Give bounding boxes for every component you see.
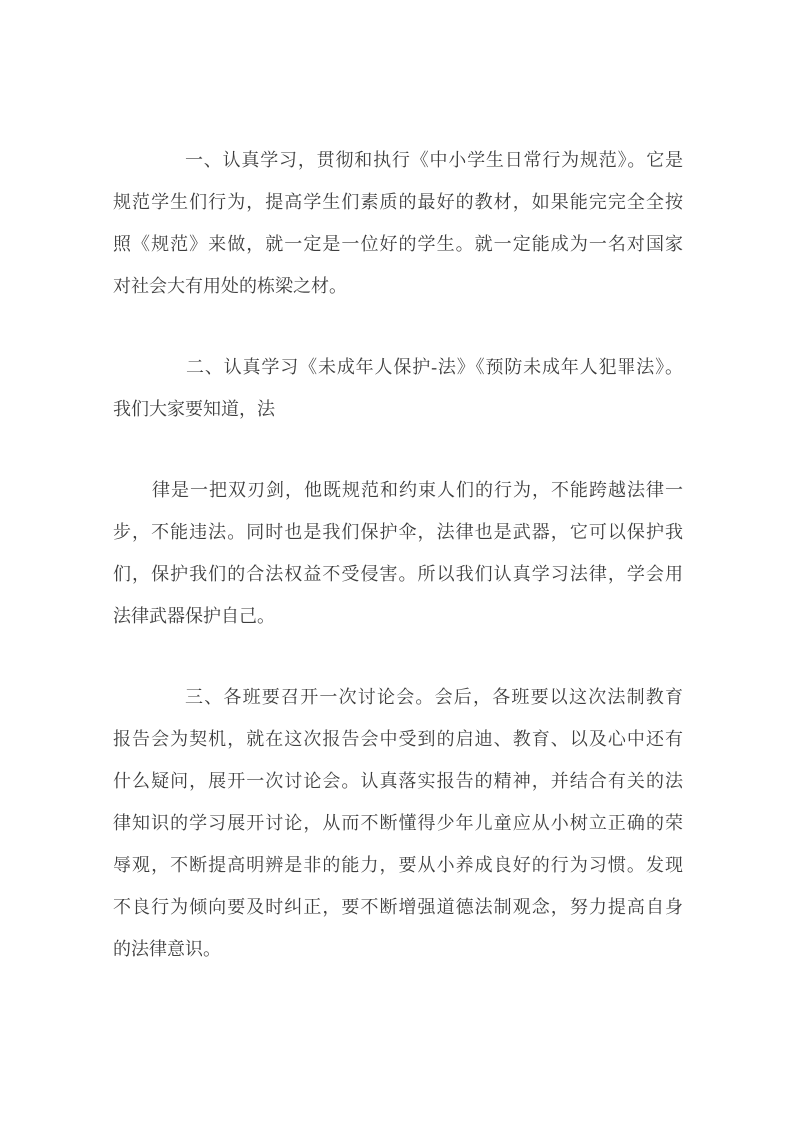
text-line: 律是一把双刃剑，他既规范和约束人们的行为，不能跨越法律一 [152,480,683,500]
text-line: 报告会为契机，就在这次报告会中受到的启迪、教育、以及心中还有 [113,729,683,749]
paragraph-2 [113,346,683,430]
paragraph-4 [113,676,683,970]
document-body [113,139,683,970]
text-line: 的法律意识。 [113,939,221,959]
text-line: 我们大家要知道，法 [113,399,275,419]
text-line: 什么疑问，展开一次讨论会。认真落实报告的精神，并结合有关的法 [113,771,683,791]
text-line: 法律武器保护自己。 [113,606,275,626]
text-line: 不良行为倾向要及时纠正，要不断增强道德法制观念，努力提高自身 [113,897,683,917]
paragraph-3 [113,469,683,637]
text-line: 辱观，不断提高明辨是非的能力，要从小养成良好的行为习惯。发现 [113,855,683,875]
text-line: 律知识的学习展开讨论，从而不断懂得少年儿童应从小树立正确的荣 [113,813,683,833]
text-line: 规范学生们行为，提高学生们素质的最好的教材，如果能完完全全按 [113,192,683,212]
text-line: 三、各班要召开一次讨论会。会后，各班要以这次法制教育 [185,687,683,707]
text-line: 照《规范》来做，就一定是一位好的学生。就一定能成为一名对国家 [113,234,683,254]
text-line: 步，不能违法。同时也是我们保护伞，法律也是武器，它可以保护我 [113,522,683,542]
text-line: 们，保护我们的合法权益不受侵害。所以我们认真学习法律，学会用 [113,564,683,584]
text-line: 二、认真学习《未成年人保护-法》《预防未成年人犯罪法》。 [186,357,683,377]
text-line: 对社会大有用处的栋梁之材。 [113,276,347,296]
paragraph-1 [113,139,683,307]
text-line: 一、认真学习，贯彻和执行《中小学生日常行为规范》。它是 [185,150,683,170]
